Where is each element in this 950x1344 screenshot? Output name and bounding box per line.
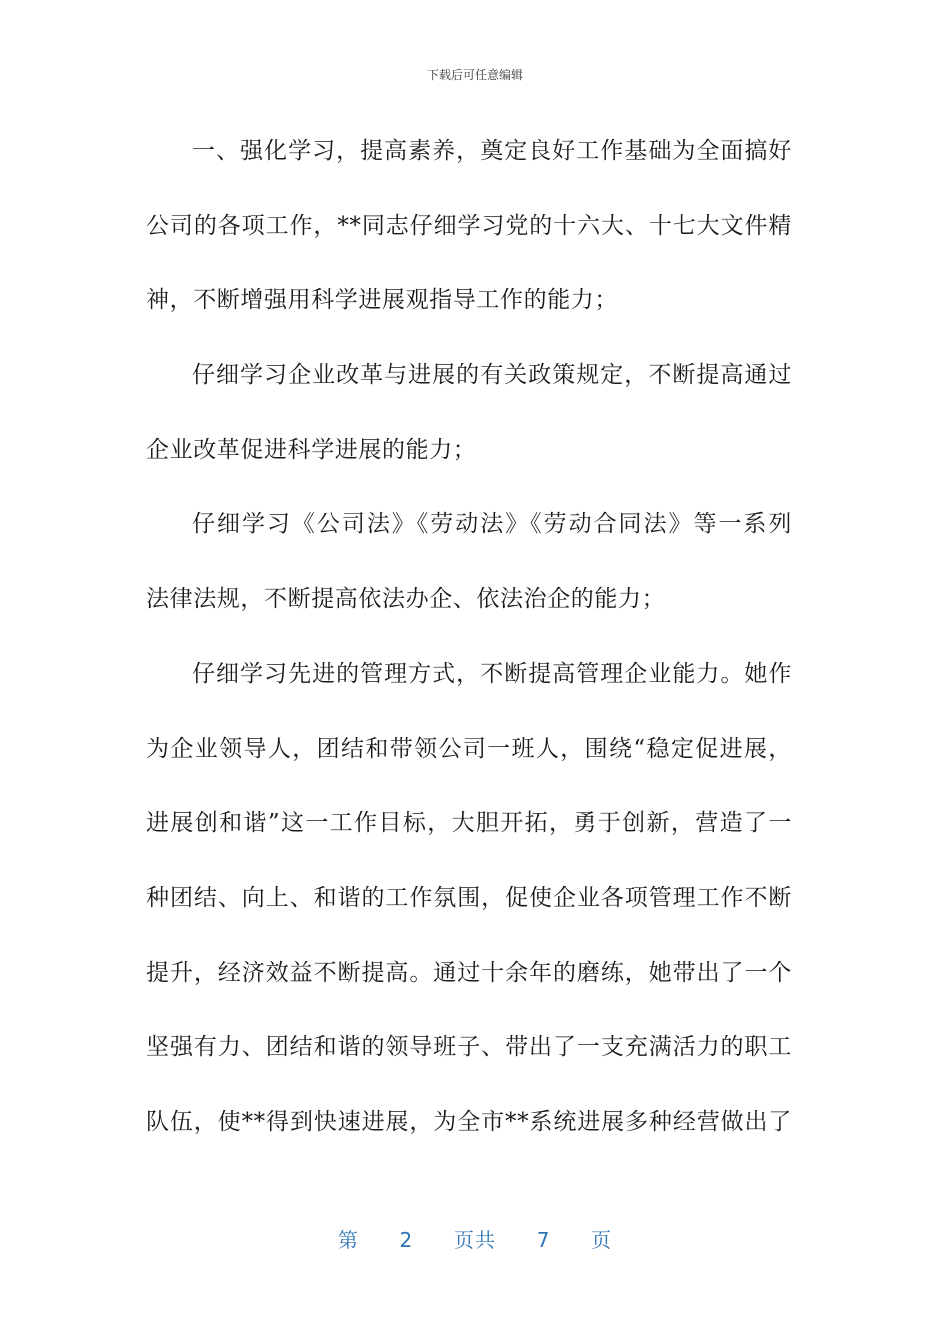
- total-pages-number: 7: [536, 1228, 551, 1252]
- text-line: 法律法规，不断提高依法办企、依法治企的能力；: [146, 586, 666, 613]
- text-line: 神，不断增强用科学进展观指导工作的能力；: [146, 287, 618, 314]
- footer-suffix: 页: [591, 1228, 613, 1252]
- footer-mid: 页共: [454, 1228, 496, 1252]
- text-line: 队伍，使**得到快速进展，为全市**系统进展多种经营做出了: [146, 1108, 792, 1135]
- current-page-number: 2: [399, 1228, 414, 1252]
- text-line: 坚强有力、团结和谐的领导班子、带出了一支充满活力的职工: [146, 1034, 792, 1061]
- text-line: 仔细学习《公司法》《劳动法》《劳动合同法》等一系列: [192, 511, 792, 538]
- text-line: 进展创和谐”这一工作目标，大胆开拓，勇于创新，营造了一: [146, 810, 792, 837]
- page-header-note: 下载后可任意编辑: [426, 68, 523, 82]
- text-line: 仔细学习先进的管理方式，不断提高管理企业能力。她作: [192, 660, 792, 687]
- page-footer: [0, 1224, 950, 1253]
- footer-prefix: 第: [337, 1228, 359, 1252]
- text-line: 种团结、向上、和谐的工作氛围，促使企业各项管理工作不断: [146, 884, 792, 911]
- text-line: 公司的各项工作，**同志仔细学习党的十六大、十七大文件精: [146, 212, 792, 239]
- text-line: 企业改革促进科学进展的能力；: [146, 436, 477, 463]
- text-line: 仔细学习企业改革与进展的有关政策规定，不断提高通过: [192, 362, 792, 389]
- text-line: 一、强化学习，提高素养，奠定良好工作基础为全面搞好: [192, 138, 792, 164]
- text-line: 为企业领导人，团结和带领公司一班人，围绕“稳定促进展，: [146, 735, 792, 762]
- text-line: 提升，经济效益不断提高。通过十余年的磨练，她带出了一个: [146, 959, 792, 986]
- document-body: [146, 114, 792, 1160]
